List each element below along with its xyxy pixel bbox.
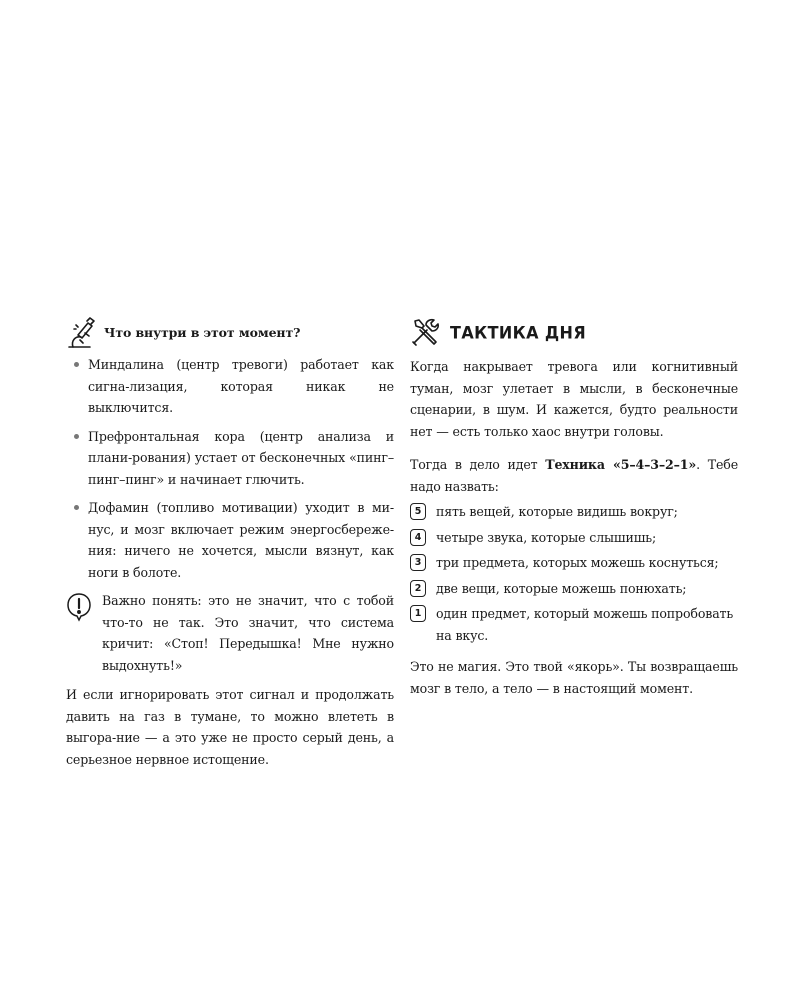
list-item	[410, 527, 738, 549]
left-heading: Что внутри в этот момент?	[104, 324, 301, 340]
bullet-dot	[74, 434, 79, 439]
step-text: три предмета, которых можешь коснуться;	[436, 555, 719, 570]
right-header	[410, 312, 738, 352]
bullet-list	[66, 354, 394, 583]
step-text: один предмет, который можешь попробовать на вкус.	[436, 606, 734, 643]
step-number-badge: 3	[410, 554, 426, 571]
bullet-text: Дофамин (топливо мотивации) уходит в ми-нус, и мозг включает режим энергосбереже-ния: ничего не хочется, мысли вязнут, как ноги в болоте.	[88, 500, 394, 580]
right-paragraph-3: Это не магия. Это твой «якорь». Ты возвращаешь мозг в тело, а тело — в настоящий момент.	[410, 659, 738, 696]
step-text: четыре звука, которые слышишь;	[436, 529, 657, 545]
right-column	[410, 312, 738, 699]
list-item	[66, 426, 394, 491]
step-text: две вещи, которые можешь понюхать;	[436, 580, 687, 596]
left-paragraph: И если игнорировать этот сигнал и продолжать давить на газ в тумане, то можно влететь в выгора-ние — а это уже не просто серый день, а серьезное нервное истощение.	[66, 687, 394, 767]
warning-icon	[66, 590, 102, 676]
important-note	[66, 590, 394, 676]
list-item	[410, 552, 738, 574]
steps-list	[410, 501, 738, 646]
bullet-dot	[74, 362, 79, 367]
left-column	[66, 312, 394, 770]
left-header	[66, 312, 394, 352]
right-heading: ТАКТИКА ДНЯ	[450, 322, 587, 342]
list-item	[410, 603, 738, 646]
technique-intro	[410, 454, 738, 497]
note-text: Важно понять: это не значит, что с тобой что-то не так. Это значит, что система кричит: «Стоп! Передышка! Мне нужно выдохнуть!»	[102, 593, 394, 673]
list-item	[66, 354, 394, 419]
right-paragraph-1: Когда накрывает тревога или когнитивный туман, мозг улетает в мысли, в бесконечные сценарии, в шум. И кажется, будто реальности нет — есть только хаос внутри головы.	[410, 359, 738, 439]
step-text: пять вещей, которые видишь вокруг;	[436, 504, 678, 519]
list-item	[410, 501, 738, 523]
step-number-badge: 4	[410, 529, 426, 546]
step-number-badge: 5	[410, 503, 426, 520]
bullet-dot	[74, 505, 79, 510]
step-number-badge: 2	[410, 580, 426, 597]
tools-icon	[410, 317, 440, 347]
bullet-text: Миндалина (центр тревоги) работает как сигна-лизация, которая никак не выключится.	[88, 357, 394, 415]
list-item	[410, 578, 738, 600]
intro-after: . Тебе надо назвать:	[410, 457, 739, 494]
step-number-badge: 1	[410, 605, 426, 622]
technique-name: Техника «5–4–3–2–1»	[545, 457, 697, 472]
list-item	[66, 497, 394, 583]
intro-before: Тогда в дело идет	[410, 457, 546, 472]
microscope-icon	[66, 315, 96, 349]
bullet-text: Префронтальная кора (центр анализа и плани-рования) устает от бесконечных «пинг–пинг–пинг» и начинает глючить.	[88, 428, 394, 487]
